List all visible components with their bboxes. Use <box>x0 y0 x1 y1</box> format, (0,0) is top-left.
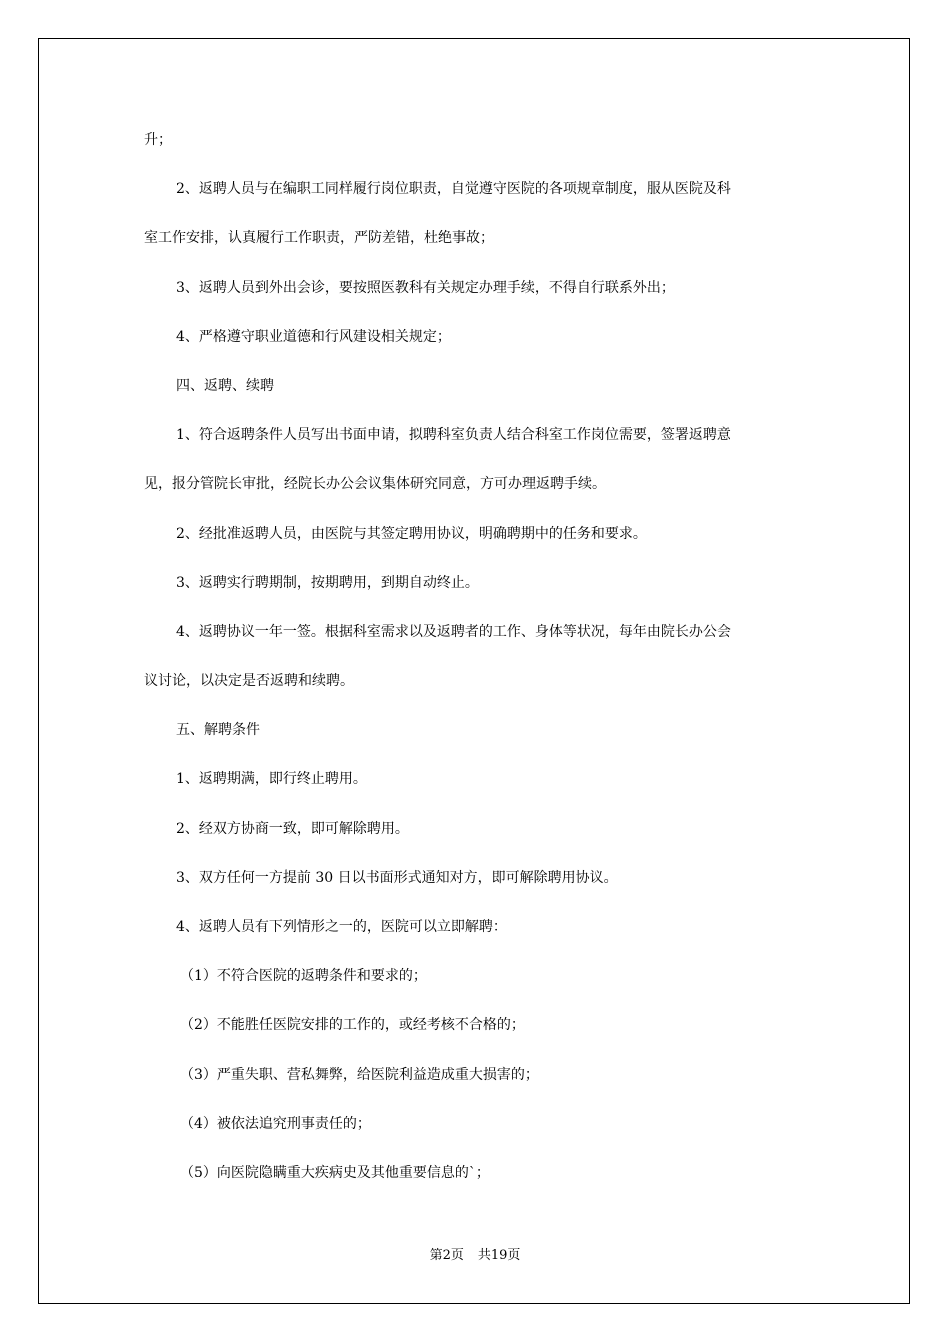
page-total: 共19页 <box>477 1248 521 1263</box>
paragraph-line: 4、返聘协议一年一签。根据科室需求以及返聘者的工作、身体等状况，每年由院长办公会 <box>176 623 731 640</box>
page-number: 第2页 <box>429 1248 464 1263</box>
paragraph-line: 3、返聘人员到外出会诊，要按照医教科有关规定办理手续，不得自行联系外出； <box>176 279 675 296</box>
document-body <box>144 126 812 1208</box>
page-footer <box>0 1246 950 1266</box>
list-item: （5）向医院隐瞒重大疾病史及其他重要信息的`； <box>180 1164 490 1181</box>
paragraph-line: 4、严格遵守职业道德和行风建设相关规定； <box>176 328 451 345</box>
list-item: （3）严重失职、营私舞弊，给医院利益造成重大损害的； <box>180 1066 539 1083</box>
paragraph-line: 1、返聘期满，即行终止聘用。 <box>176 771 367 788</box>
section-heading: 五、解聘条件 <box>176 722 260 739</box>
section-heading: 四、返聘、续聘 <box>176 377 274 394</box>
paragraph-line: 室工作安排，认真履行工作职责，严防差错，杜绝事故； <box>144 230 494 247</box>
paragraph-line: 4、返聘人员有下列情形之一的，医院可以立即解聘： <box>176 919 507 935</box>
paragraph-line: 3、双方任何一方提前 30 日以书面形式通知对方，即可解除聘用协议。 <box>176 869 618 886</box>
paragraph-line: 1、符合返聘条件人员写出书面申请，拟聘科室负责人结合科室工作岗位需要，签署返聘意 <box>176 427 731 444</box>
paragraph-line: 2、返聘人员与在编职工同样履行岗位职责，自觉遵守医院的各项规章制度，服从医院及科 <box>176 181 731 198</box>
paragraph-line: 见，报分管院长审批，经院长办公会议集体研究同意，方可办理返聘手续。 <box>144 476 606 493</box>
list-item: （1）不符合医院的返聘条件和要求的； <box>180 968 427 985</box>
paragraph-line: 2、经批准返聘人员，由医院与其签定聘用协议，明确聘期中的任务和要求。 <box>176 525 647 542</box>
list-item: （2）不能胜任医院安排的工作的，或经考核不合格的； <box>180 1017 525 1034</box>
paragraph-line: 2、经双方协商一致，即可解除聘用。 <box>176 820 409 837</box>
paragraph-line: 升； <box>144 132 172 148</box>
paragraph-line: 议讨论，以决定是否返聘和续聘。 <box>144 673 354 690</box>
paragraph-line: 3、返聘实行聘期制，按期聘用，到期自动终止。 <box>176 574 479 591</box>
list-item: （4）被依法追究刑事责任的； <box>180 1115 371 1132</box>
